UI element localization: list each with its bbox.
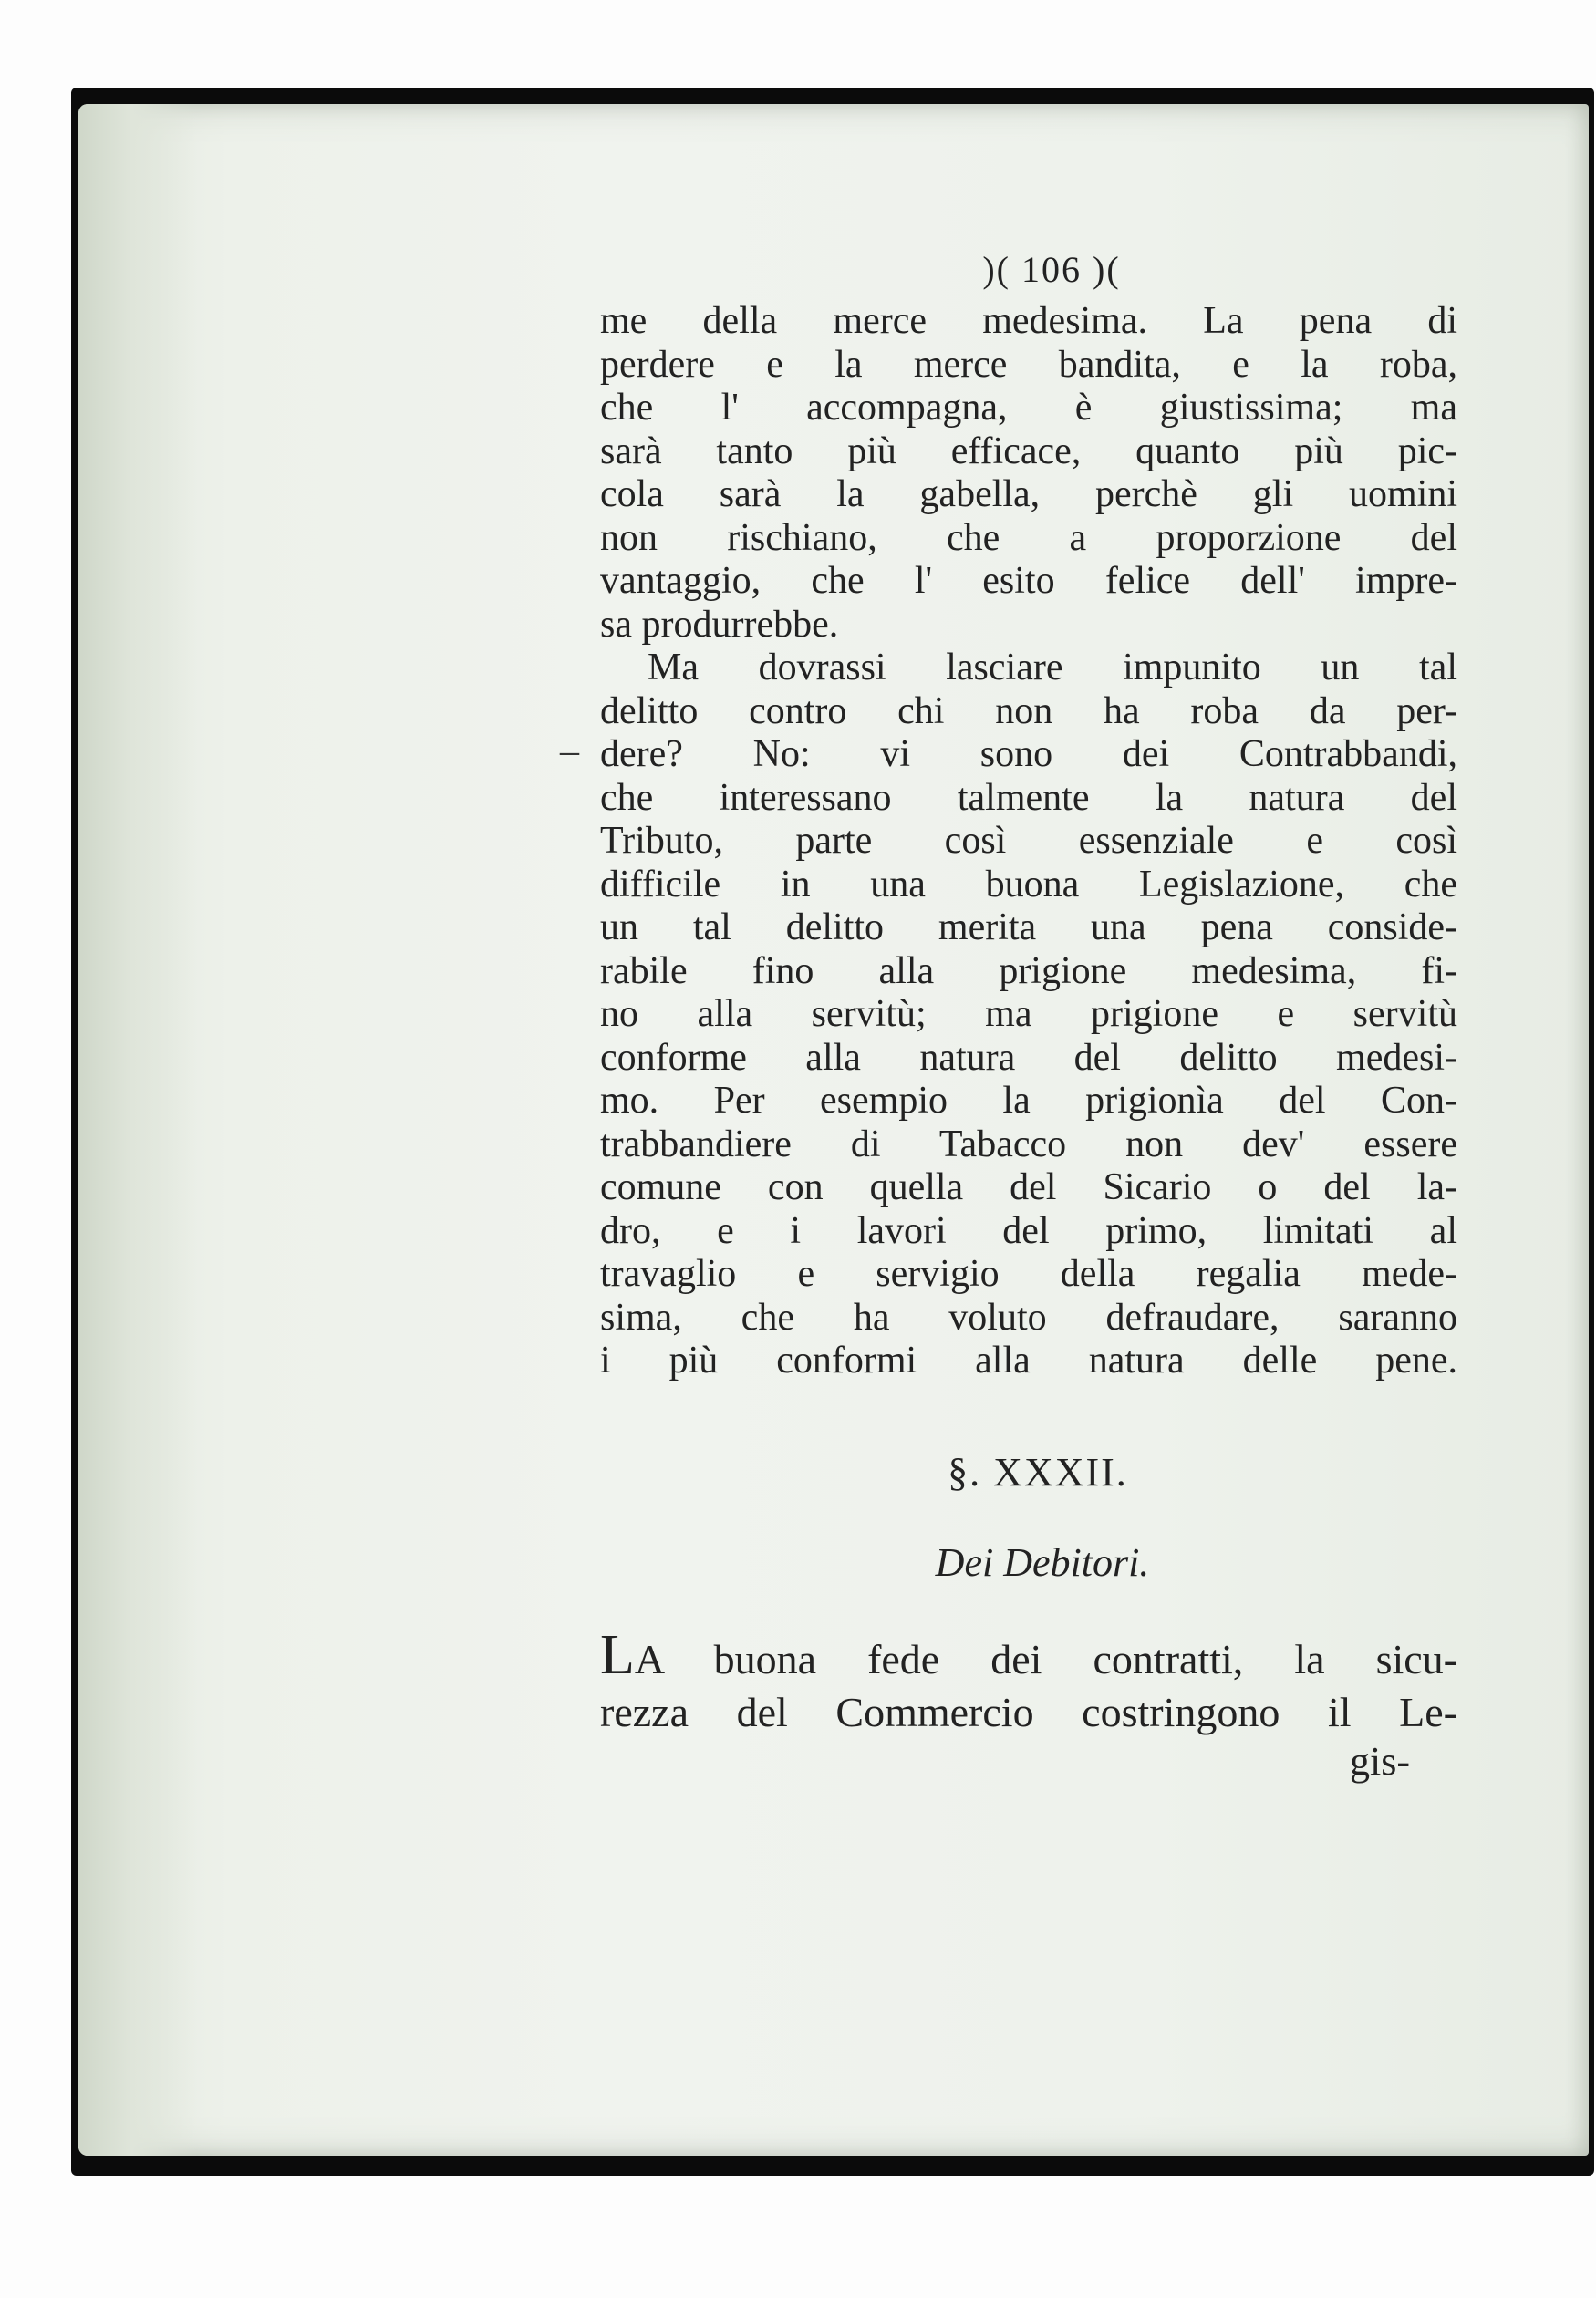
text-line: perdere e la merce bandita, e la roba, — [600, 343, 1457, 386]
text-line: cola sarà la gabella, perchè gli uomini — [600, 473, 1457, 515]
page-text-block — [600, 248, 1457, 1785]
text-line: sima, che ha voluto defraudare, saranno — [600, 1296, 1457, 1339]
text-line: difficile in una buona Legislazione, che — [600, 863, 1457, 906]
text-line: Tributo, parte così essenziale e così — [600, 820, 1457, 862]
text-line-with-dropcap — [600, 1623, 1457, 1686]
text-line: che interessano talmente la natura del — [600, 776, 1457, 819]
paragraph-1 — [600, 300, 1457, 647]
text-line: un tal delitto merita una pena conside- — [600, 906, 1457, 948]
text-line-rest: A buona fede dei contratti, la sicu- — [634, 1635, 1457, 1682]
text-line: delitto contro chi non ha roba da per- — [600, 689, 1457, 732]
page-header: )( 106 )( — [982, 249, 1121, 290]
text-line: i più conformi alla natura delle pene. — [600, 1340, 1457, 1382]
text-line: rezza del Commercio costringono il Le- — [600, 1688, 1457, 1735]
text-line: Ma dovrassi lasciare impunito un tal — [648, 647, 1457, 688]
text-line: sa produrrebbe. — [600, 603, 839, 646]
text-line: conforme alla natura del delitto medesi- — [600, 1036, 1457, 1079]
text-line: che l' accompagna, è giustissima; ma — [600, 387, 1457, 429]
text-line: dere? No: vi sono dei Contrabbandi, — [600, 733, 1457, 775]
catchword: gis- — [1350, 1738, 1410, 1784]
page-gutter — [78, 104, 197, 2156]
text-line: dro, e i lavori del primo, limitati al — [600, 1209, 1457, 1252]
text-line: mo. Per esempio la prigionìa del Con- — [600, 1080, 1457, 1122]
text-line: comune con quella del Sicario o del la- — [600, 1166, 1457, 1208]
paragraph-3 — [600, 1623, 1457, 1785]
text-line: non rischiano, che a proporzione del — [600, 516, 1457, 559]
text-line: rabile fino alla prigione medesima, fi- — [600, 949, 1457, 992]
section-heading: §. XXXII. — [948, 1449, 1128, 1495]
text-line: me della merce medesima. La pena di — [600, 300, 1457, 342]
text-line: no alla servitù; ma prigione e servitù — [600, 993, 1457, 1035]
text-line: travaglio e servigio della regalia mede- — [600, 1253, 1457, 1295]
margin-mark: – — [560, 730, 579, 772]
drop-cap: L — [600, 1623, 635, 1686]
section-subtitle: Dei Debitori. — [935, 1539, 1150, 1585]
text-line: trabbandiere di Tabacco non dev' essere — [600, 1123, 1457, 1165]
paragraph-2 — [600, 647, 1457, 1383]
text-line: vantaggio, che l' esito felice dell' impre- — [600, 560, 1457, 602]
text-line: sarà tanto più efficace, quanto più pic- — [600, 430, 1457, 472]
